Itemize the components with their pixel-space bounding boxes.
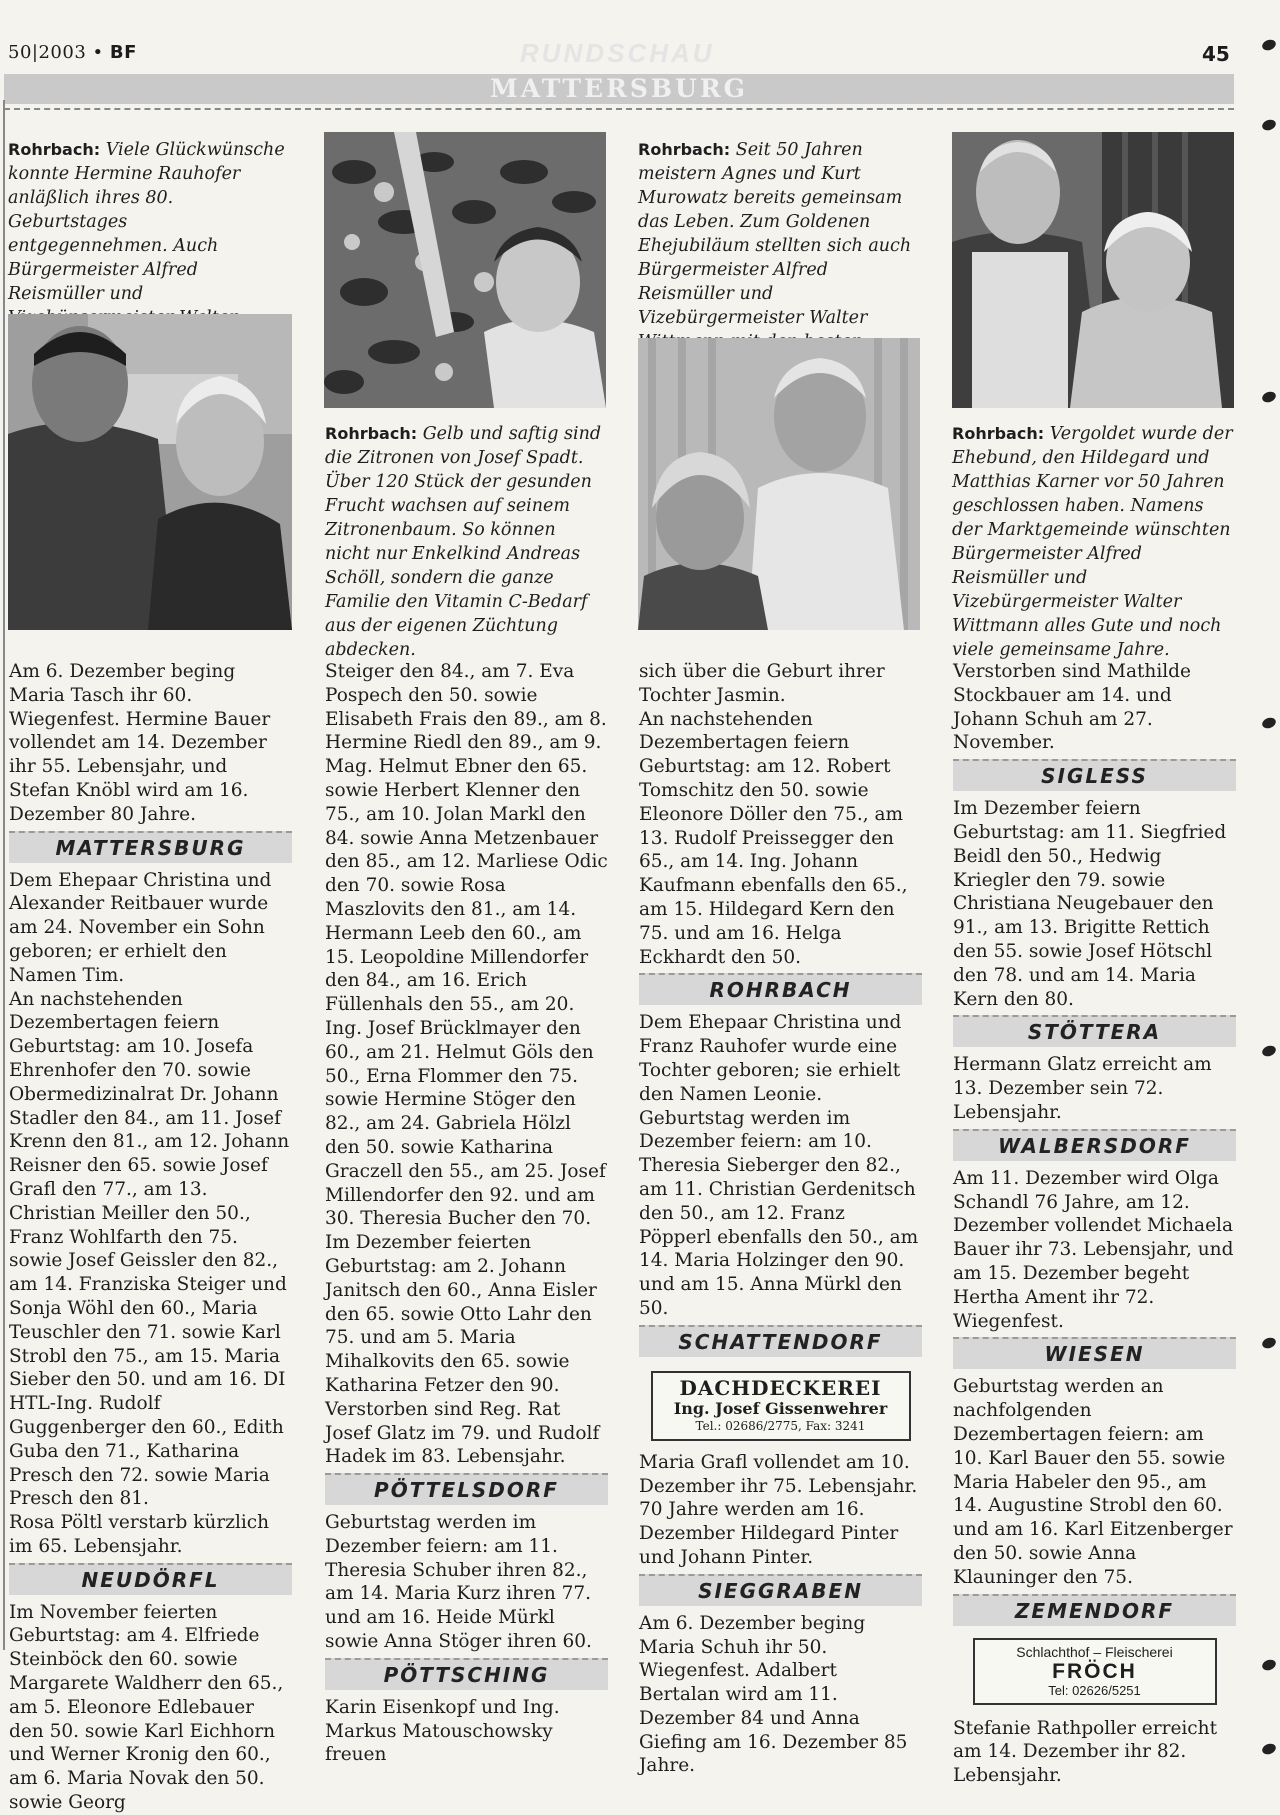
caption-place: Rohrbach: xyxy=(325,424,418,443)
issue-line xyxy=(8,42,137,63)
caption-karner xyxy=(952,422,1234,662)
section-heading-schattendorf: SCHATTENDORF xyxy=(639,1325,922,1357)
margin-mark xyxy=(1261,1742,1278,1756)
section-heading-mattersburg: MATTERSBURG xyxy=(9,831,292,863)
ad-line: Schlachthof – Fleischerei xyxy=(1016,1643,1173,1660)
margin-mark xyxy=(1261,1336,1278,1350)
article-text: An nachstehenden Dezembertagen feiern Geburtstag: am 12. Robert Tomschitz den 50. sowie Eleonore Döller den 75., am 13. Rudolf Preissegger den 65., am 14. Ing. Johann Kaufmann ebenfalls den 65., am 15. Hildegard Kern den 75. und am 16. Helga Eckhardt den 50. xyxy=(639,708,908,968)
ad-company-name: FRÖCH xyxy=(1052,1659,1137,1683)
page-number: 45 xyxy=(1202,42,1230,66)
ad-company-name: DACHDECKEREI xyxy=(679,1375,882,1400)
article-text: Im November feierten Geburtstag: am 4. Elfriede Steinböck den 60. sowie Margarete Waldherr den 65., am 5. Eleonore Edlebauer den 50. sowie Karl Eichhorn und Werner Kronig den 60., am 6. Maria Novak den 50. sowie Georg xyxy=(9,1601,284,1814)
caption-place: Rohrbach: xyxy=(638,140,731,159)
ribbon-title: RUNDSCHAU xyxy=(520,38,715,68)
issue-number: 50|2003 xyxy=(8,42,87,63)
article-text: Im Dezember feiern Geburtstag: am 11. Siegfried Beidl den 50., Hedwig Kriegler den 79. sowie Christiana Neugebauer den 91., am 13. Brigitte Rettich den 55. sowie Josef Hötschl den 78. und am 14. Maria Kern den 80. xyxy=(953,798,1227,1010)
article-text: Geburtstag werden im Dezember feiern: am 11. Theresia Schuber ihren 82., am 14. Maria Kurz ihren 77. und am 16. Heide Mürkl sowie Anna Stöger ihren 60. xyxy=(325,1512,592,1653)
caption-text: Gelb und saftig sind die Zitronen von Josef Spadt. Über 120 Stück der gesunden Frucht wachsen auf seinem Zitronenbaum. So können nicht nur Enkelkind Andreas Schöll, sondern die ganze Familie den Vitamin C-Bedarf aus der eigenen Züchtung abdecken. xyxy=(325,424,602,660)
section-heading-rohrbach: ROHRBACH xyxy=(639,973,922,1005)
advertisement-dachdeckerei xyxy=(651,1371,911,1441)
article-text: Am 6. Dezember beging Maria Tasch ihr 60. Wiegenfest. Hermine Bauer vollendet am 14. Dezember ihr 55. Lebensjahr, und Stefan Knöbl wird am 16. Dezember 80 Jahre. xyxy=(9,661,271,825)
article-text: An nachstehenden Dezembertagen feiern Geburtstag: am 10. Josefa Ehrenhofer den 70. sowie Obermedizinalrat Dr. Johann Stadler den 84., am 11. Josef Krenn den 81., am 12. Johann Reisner den 65. sowie Josef Grafl den 77., am 13. Christian Meiller den 50., Franz Wohlfarth den 75. sowie Josef Geissler den 82., am 14. Franziska Steiger und Sonja Wöhl den 60., Maria Teuschler den 71. sowie Karl Strobl den 75., am 15. Maria Sieber den 50. und am 16. DI HTL-Ing. Rudolf Guggenberger den 60., Edith Guba den 71., Katharina Presch den 72. sowie Maria Presch den 81. xyxy=(9,988,290,1510)
caption-place: Rohrbach: xyxy=(8,140,101,159)
ad-owner: Ing. Josef Gissenwehrer xyxy=(673,1398,888,1418)
caption-lemon-tree xyxy=(325,422,603,662)
margin-mark xyxy=(1261,1044,1278,1058)
caption-place: Rohrbach: xyxy=(952,424,1045,443)
column-2 xyxy=(325,660,608,1767)
article-text: Geburtstag werden im Dezember feiern: am 10. Theresia Sieberger den 82., am 11. Christian Gerdenitsch den 50., am 12. Franz Pöpperl ebenfalls den 50., am 14. Maria Holzinger den 90. und am 15. Anna Mürkl den 50. xyxy=(639,1107,919,1319)
photo-lemon-tree xyxy=(324,132,606,408)
article-text: Dem Ehepaar Christina und Alexander Reitbauer wurde am 24. November ein Sohn geboren; er erhielt den Namen Tim. xyxy=(9,869,272,986)
article-text: Am 11. Dezember wird Olga Schandl 76 Jahre, am 12. Dezember vollendet Michaela Bauer ihr 73. Lebensjahr, und am 15. Dezember begeht Hertha Ament ihr 72. Wiegenfest. xyxy=(953,1167,1234,1332)
section-heading-sigless: SIGLESS xyxy=(953,759,1236,791)
source-label: BF xyxy=(109,42,137,63)
article-text: Hermann Glatz erreicht am 13. Dezember sein 72. Lebensjahr. xyxy=(953,1054,1212,1123)
section-heading-wiesen: WIESEN xyxy=(953,1337,1236,1369)
section-heading-walbersdorf: WALBERSDORF xyxy=(953,1129,1236,1161)
margin-mark xyxy=(1261,390,1278,404)
section-heading-poettsching: PÖTTSCHING xyxy=(325,1658,608,1690)
margin-mark xyxy=(1261,38,1278,52)
section-heading-poettelsdorf: PÖTTELSDORF xyxy=(325,1473,608,1505)
section-heading-stoettera: STÖTTERA xyxy=(953,1015,1236,1047)
margin-mark xyxy=(1261,1658,1278,1672)
margin-mark xyxy=(1261,716,1278,730)
column-4 xyxy=(953,660,1236,1788)
ad-phone: Tel: 02626/5251 xyxy=(1048,1682,1141,1698)
column-1 xyxy=(9,660,292,1815)
article-text: Geburtstag werden an nachfolgenden Dezembertagen feiern: am 10. Karl Bauer den 55. sowie Maria Habeler den 95., am 14. Augustine Strobl den 60. und am 16. Karl Eitzenberger den 50. sowie Anna Klauninger den 75. xyxy=(953,1376,1233,1588)
photo-murowatz-couple xyxy=(638,338,920,630)
section-banner-title: MATTERSBURG xyxy=(490,74,748,103)
section-heading-zemendorf: ZEMENDORF xyxy=(953,1594,1236,1626)
article-text: Rosa Pöltl verstarb kürzlich im 65. Lebensjahr. xyxy=(9,1512,270,1557)
article-text: Karin Eisenkopf und Ing. Markus Matouschowsky freuen xyxy=(325,1696,560,1766)
article-text: Im Dezember feierten Geburtstag: am 2. Johann Janitsch den 60., Anna Eisler den 65. sowie Otto Lahr den 75. und am 5. Maria Mihalkovits den 65. sowie Katharina Fetzer den 90. xyxy=(325,1232,597,1396)
section-heading-neudoerfl: NEUDÖRFL xyxy=(9,1563,292,1595)
caption-text: Seit 50 Jahren meistern Agnes und Kurt Murowatz bereits gemeinsam das Leben. Zum Goldenen Ehejubiläum stellten sich auch Bürgermeister Alfred Reismüller und Vizebürgermeister Walter xyxy=(638,140,912,328)
article-text: sich über die Geburt ihrer Tochter Jasmin. xyxy=(639,661,885,706)
article-text: Dem Ehepaar Christina und Franz Rauhofer wurde eine Tochter geboren; sie erhielt den Namen Leonie. xyxy=(639,1012,902,1105)
bullet: • xyxy=(92,42,104,63)
article-text: Verstorben sind Reg. Rat Josef Glatz im 79. und Rudolf Hadek im 83. Lebensjahr. xyxy=(325,1398,600,1468)
ad-contact: Tel.: 02686/2775, Fax: 3241 xyxy=(695,1418,866,1433)
article-text: Verstorben sind Mathilde Stockbauer am 14. und Johann Schuh am 27. November. xyxy=(953,661,1191,754)
margin-mark xyxy=(1261,118,1278,132)
article-text: Steiger den 84., am 7. Eva Pospech den 50. sowie Elisabeth Frais den 89., am 8. Hermine Riedl den 89., am 9. Mag. Helmut Ebner den 65. sowie Herbert Klenner den 75., am 10. Jolan Markl den 84. sowie Anna Metzenbauer den 85., am 12. Marliese Odic den 70. sowie Rosa Maszlovits den 81., am 14. Hermann Leeb den 60., am 15. Leopoldine Millendorfer den 84., am 16. Erich Füllenhals den 55., am 20. Ing. Josef Brücklmayer den 60., am 21. Helmut Göls den 50., Erna Flommer den 75. sowie Hermine Stöger den 82., am 24. Gabriela Hölzl den 50. sowie Katharina Graczell den 55., am 25. Josef Millendorfer den 92. und am 30. Theresia Bucher den 70. xyxy=(325,661,608,1230)
caption-text: Viele Glückwünsche konnte Hermine Rauhofer anläßlich ihres 80. Geburtstages entgegennehmen. Auch Bürgermeister Alfred Reismüller und xyxy=(8,140,285,304)
caption-text: Vergoldet wurde der Ehebund, den Hildegard und Matthias Karner vor 50 Jahren geschlossen haben. Namens der Marktgemeinde wünschten Bürgermeister Alfred Reismüller und Vizebürgermeister Walter Wittmann alles Gute und noch viele gemeinsame Jahre. xyxy=(952,424,1233,660)
article-text: Stefanie Rathpoller erreicht am 14. Dezember ihr 82. Lebensjahr. xyxy=(953,1717,1218,1787)
column-3 xyxy=(639,660,922,1778)
photo-rauhofer-couple xyxy=(8,314,292,630)
article-text: Am 6. Dezember beging Maria Schuh ihr 50. Wiegenfest. Adalbert Bertalan wird am 11. Dezember 84 und Anna Giefing am 16. Dezember 85 Jahre. xyxy=(639,1612,908,1777)
section-heading-sieggraben: SIEGGRABEN xyxy=(639,1574,922,1606)
photo-karner-couple xyxy=(952,132,1234,408)
section-banner xyxy=(4,74,1234,104)
advertisement-froech xyxy=(973,1638,1217,1705)
header-divider xyxy=(4,108,1234,110)
left-rule xyxy=(3,100,5,1650)
article-text: Maria Grafl vollendet am 10. Dezember ihr 75. Lebensjahr. 70 Jahre werden am 16. Dezember Hildegard Pinter und Johann Pinter. xyxy=(639,1451,918,1568)
